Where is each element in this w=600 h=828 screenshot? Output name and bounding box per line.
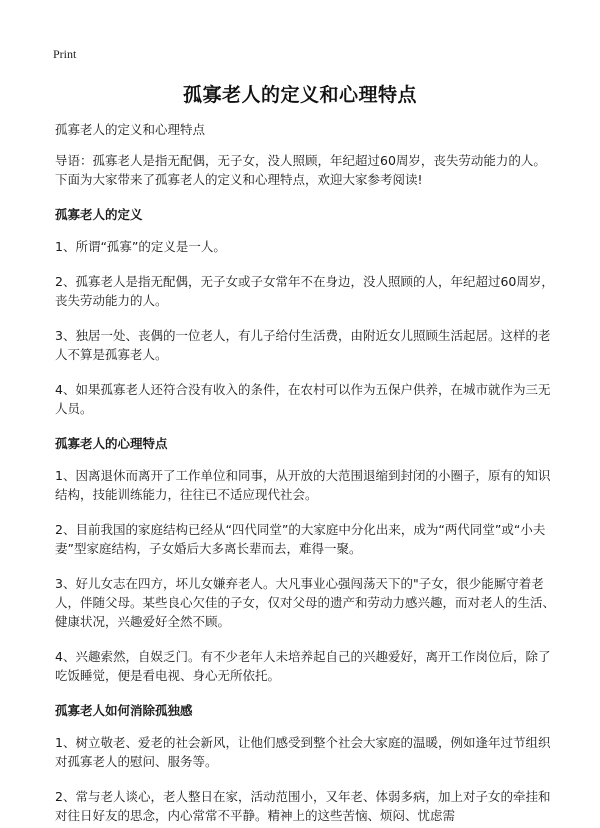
article-subtitle: 孤寡老人的定义和心理特点 — [55, 122, 206, 137]
article-body — [55, 120, 555, 828]
definition-paragraph: 1、所谓“孤寡”的定义是一人。 — [55, 239, 226, 254]
section-heading-psychology: 孤寡老人的心理特点 — [55, 436, 168, 451]
psychology-paragraph: 3、好儿女志在四方，坏儿女嫌弃老人。大凡事业心强闯荡天下的"子女，很少能厮守着老人，伴随父母。某些良心欠佳的子女，仅对父母的遗产和劳动力感兴趣，而对老人的生活、健康状况，兴趣爱好全然不顾。 — [55, 576, 556, 629]
article-intro: 导语：孤寡老人是指无配偶，无子女，没人照顾，年纪超过60周岁，丧失劳动能力的人。下面为大家带来了孤寡老人的定义和心理特点，欢迎大家参考阅读! — [55, 153, 546, 187]
definition-paragraph: 2、孤寡老人是指无配偶，无子女或子女常年不在身边，没人照顾的人，年纪超过60周岁，丧失劳动能力的人。 — [55, 274, 554, 308]
section-heading-definition: 孤寡老人的定义 — [55, 207, 143, 222]
definition-paragraph: 4、如果孤寡老人还符合没有收入的条件，在农村可以作为五保户供养，在城市就作为三无人员。 — [55, 382, 551, 416]
print-link[interactable]: Print — [53, 47, 77, 61]
section-heading-loneliness: 孤寡老人如何消除孤独感 — [55, 703, 193, 718]
loneliness-paragraph: 2、常与老人谈心，老人整日在家，活动范围小，又年老、体弱多病，加上对子女的牵挂和对往日好友的思念，内心常常不平静。精神上的这些苦恼、烦闷、忧虑需 — [55, 789, 551, 823]
loneliness-paragraph: 1、树立敬老、爱老的社会新风，让他们感受到整个社会大家庭的温暖，例如逢年过节组织对孤寡老人的慰问、服务等。 — [55, 735, 551, 769]
psychology-paragraph: 4、兴趣索然，自娱乏门。有不少老年人未培养起自己的兴趣爱好，离开工作岗位后，除了吃饭睡觉，便是看电视、身心无所依托。 — [55, 649, 551, 683]
page-title: 孤寡老人的定义和心理特点 — [182, 84, 417, 106]
psychology-paragraph: 2、目前我国的家庭结构已经从“四代同堂”的大家庭中分化出来，成为“两代同堂”或“小夫妻”型家庭结构，子女婚后大多离长辈而去，难得一聚。 — [55, 522, 546, 556]
psychology-paragraph: 1、因离退休而离开了工作单位和同事，从开放的大范围退缩到封闭的小圈子，原有的知识结构，技能训练能力，往往已不适应现代社会。 — [55, 468, 551, 502]
definition-paragraph: 3、独居一处、丧偶的一位老人，有儿子给付生活费，由附近女儿照顾生活起居。这样的老人不算是孤寡老人。 — [55, 328, 551, 362]
